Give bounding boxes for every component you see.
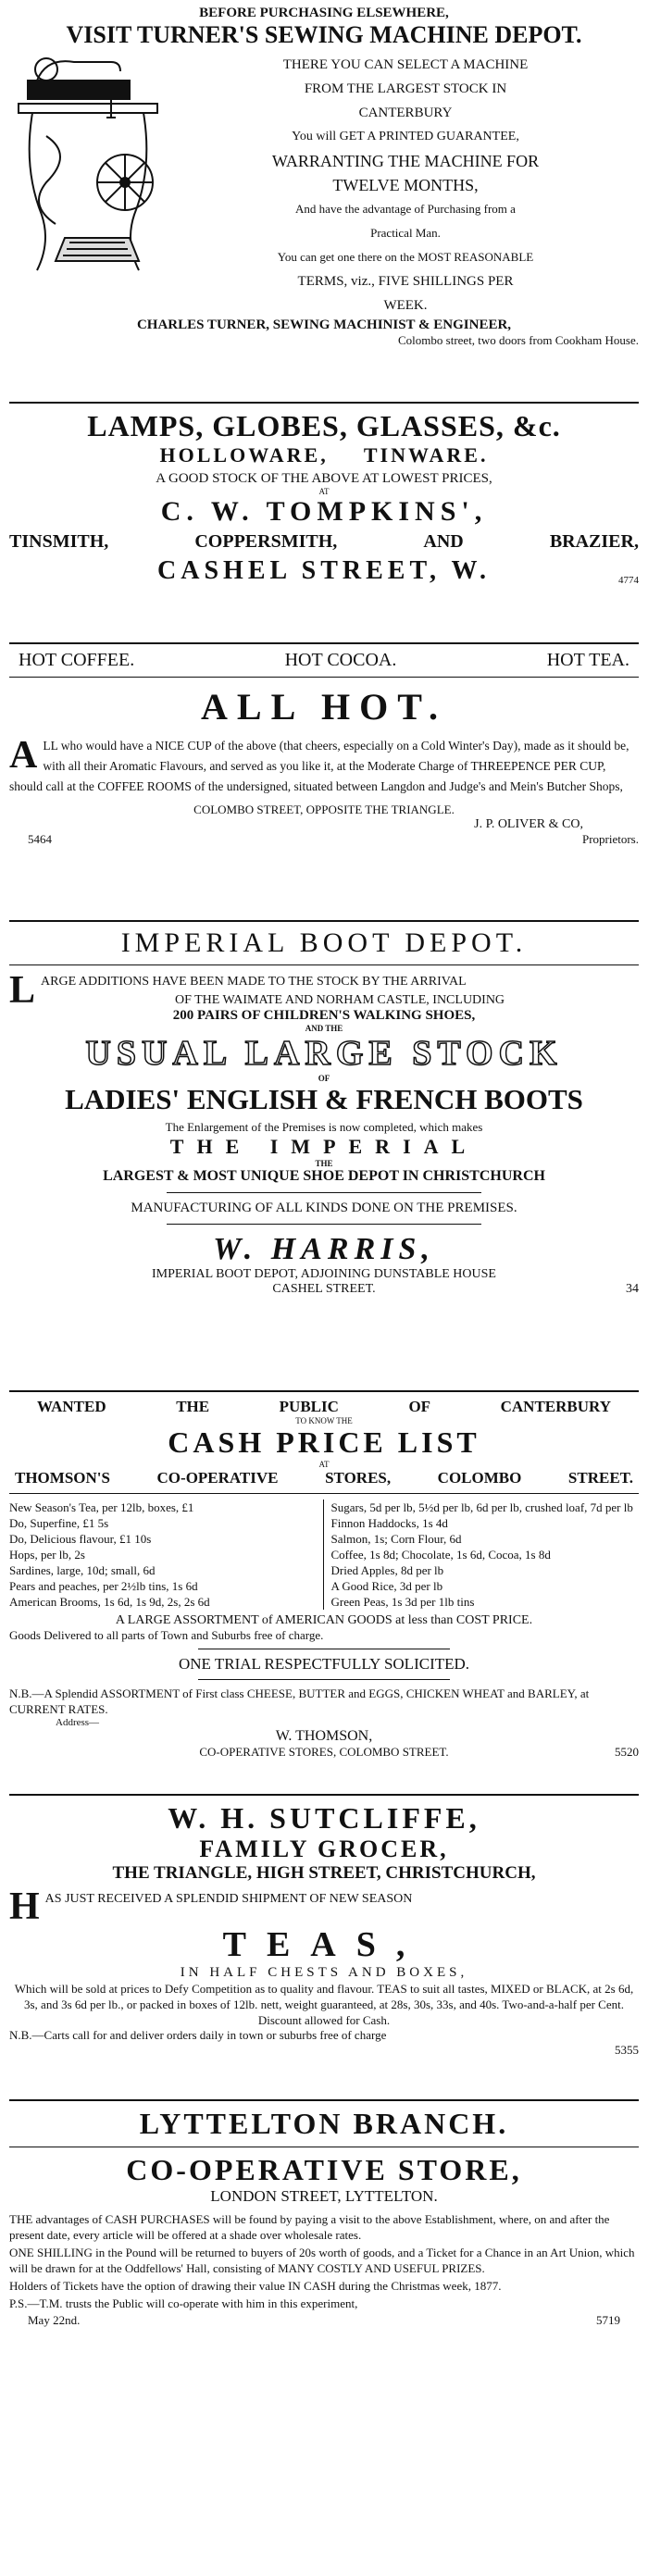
ad-lyttelton [9,2101,639,2573]
sutcliffe-teas: TEAS, [222,1925,426,1964]
allhot-signature: J. P. OLIVER & CO, [474,817,583,831]
thomson-name: W. THOMSON, [275,1728,373,1744]
thomson-ref: 5520 [615,1745,640,1759]
thomson-wanted [9,1398,639,1416]
imperial-the: THE [315,1159,333,1168]
sutcliffe-title: FAMILY GROCER, [199,1836,449,1862]
price-item: Dried Apples, 8d per lb [330,1563,444,1577]
tompkins-street: CASHEL STREET, W. [157,556,491,585]
price-item: Pears and peaches, per 2½lb tins, 1s 6d [9,1579,198,1593]
allhot-body [9,736,639,797]
tompkins-headline: LAMPS, GLOBES, GLASSES, &c. [87,409,561,442]
price-item: A Good Rice, 3d per lb [330,1579,443,1593]
turner-line: And have the advantage of Purchasing from a [295,202,516,216]
stores-word: COLOMBO [437,1469,522,1487]
stores-word: CO-OPERATIVE [156,1469,279,1487]
imperial-address2: CASHEL STREET. [272,1282,376,1296]
sutcliffe-line: AS JUST RECEIVED A SPLENDID SHIPMENT OF NEW SEASON [44,1892,413,1906]
allhot-ref: 5464 [28,832,52,846]
dropcap: A [9,734,38,777]
price-list-left [9,1500,324,1610]
trade-word: COPPERSMITH, [194,531,338,552]
price-list-right [331,1500,640,1610]
hot-items [9,650,639,671]
turner-address: Colombo street, two doors from Cookham House. [398,333,639,347]
turner-line: TWELVE MONTHS, [332,176,479,194]
allhot-paragraph: LL who would have a NICE CUP of the above (that cheers, especially on a Cold Winter's Day), made as it should be, with all their Aromatic Flavours, and served as you like it, at the Moderate Charge of THREEPENCE PER CUP, should call at the COFFEE ROOMS of the undersigned, situated between Langdon and Judge's and Mein's Butcher Shops, [9,739,629,793]
turner-headline: VISIT TURNER'S SEWING MACHINE DEPOT. [66,21,582,48]
stores-word: STORES, [325,1469,392,1487]
lyttelton-date: May 22nd. [28,2313,81,2327]
wanted-word: WANTED [37,1398,106,1415]
lyttelton-paragraph: THE advantages of CASH PURCHASES will be found by paying a visit to the above Establishment, where, on and after the present date, every article will be offered at a shade over wholesale rates. [9,2212,610,2242]
price-item: Sardines, large, 10d; small, 6d [9,1563,156,1577]
imperial-the-imperial: THE IMPERIAL [169,1135,479,1158]
lyttelton-branch: LYTTELTON BRANCH. [139,2107,509,2140]
imperial-line2: OF THE WAIMATE AND NORHAM CASTLE, INCLUDING [174,993,505,1007]
turner-body [172,53,639,317]
turner-line: FROM THE LARGEST STOCK IN [304,81,507,96]
imperial-boots: LADIES' ENGLISH & FRENCH BOOTS [65,1083,583,1115]
sewing-machine-illustration [9,53,167,317]
hot-item: HOT TEA. [546,650,629,670]
allhot-role: Proprietors. [581,832,639,846]
imperial-of: OF [318,1074,330,1083]
imperial-headline: IMPERIAL BOOT DEPOT. [120,927,528,958]
imperial-largest: LARGEST & MOST UNIQUE SHOE DEPOT IN CHRISTCHURCH [103,1168,545,1184]
thomson-assortment: A LARGE ASSORTMENT of AMERICAN GOODS at less than COST PRICE. [115,1613,533,1627]
trade-word: AND [423,531,464,552]
lyttelton-body [9,2211,639,2311]
thomson-stores [9,1469,639,1487]
stores-word: STREET. [567,1469,633,1487]
thomson-headline: CASH PRICE LIST [168,1425,480,1459]
wanted-word: OF [408,1398,431,1415]
dropcap: H [9,1885,40,1928]
price-item: New Season's Tea, per 12lb, boxes, £1 [9,1500,194,1514]
thomson-at: AT [318,1460,330,1469]
ad-turner-sewing [9,0,639,404]
wanted-word: PUBLIC [279,1398,339,1415]
thomson-trial: ONE TRIAL RESPECTFULLY SOLICITED. [178,1655,470,1673]
allhot-headline: ALL HOT. [201,686,447,728]
imperial-and-the: AND THE [305,1024,343,1033]
wanted-word: THE [176,1398,210,1415]
thomson-nb: N.B.—A Splendid ASSORTMENT of First class CHEESE, BUTTER and EGGS, CHICKEN WHEAT and BARLEY, at CURRENT RATES. [9,1686,590,1716]
turner-line: Practical Man. [370,226,441,240]
lyttelton-address: LONDON STREET, LYTTELTON. [210,2187,438,2205]
sutcliffe-intro [9,1885,639,1928]
tompkins-subhead: HOLLOWARE, TINWARE. [159,443,489,467]
lyttelton-paragraph: Holders of Tickets have the option of drawing their value IN CASH during the Christmas week, 1877. [9,2279,502,2293]
sutcliffe-nb: N.B.—Carts call for and deliver orders daily in town or suburbs free of charge [9,2028,387,2042]
trade-word: BRAZIER, [549,531,639,552]
imperial-enlarge: The Enlargement of the Premises is now completed, which makes [165,1120,483,1134]
price-item: Green Peas, 1s 3d per 1lb tins [330,1595,475,1609]
imperial-line3: 200 PAIRS OF CHILDREN'S WALKING SHOES, [172,1008,476,1023]
imperial-usual: USUAL LARGE STOCK [85,1034,563,1073]
stores-word: THOMSON'S [15,1469,110,1487]
ad-sutcliffe [9,1796,639,2101]
price-item: Hops, per lb, 2s [9,1548,85,1562]
lyttelton-paragraph: ONE SHILLING in the Pound will be returned to buyers of 20s worth of goods, and a Ticket for a Chance in an Art Union, which will be drawn for at the Oddfellows' Hall, consisting of MANY COSTLY AND USEFUL PRIZES. [9,2246,635,2275]
thomson-address-label: Address— [56,1717,100,1728]
wanted-word: CANTERBURY [500,1398,611,1415]
price-item: Coffee, 1s 8d; Chocolate, 1s 6d, Cocoa, 1s 8d [330,1548,551,1562]
tompkins-trades [9,531,639,553]
tompkins-name: C. W. TOMPKINS', [160,496,488,527]
turner-line: You can get one there on the MOST REASONABLE [277,250,534,264]
price-item: Salmon, 1s; Corn Flour, 6d [330,1532,462,1546]
imperial-line: ARGE ADDITIONS HAVE BEEN MADE TO THE STOCK BY THE ARRIVAL [41,975,467,989]
turner-line: TERMS, viz., FIVE SHILLINGS PER [297,274,514,289]
price-item: Do, Superfine, £1 5s [9,1516,109,1530]
turner-signature: CHARLES TURNER, SEWING MACHINIST & ENGINEER, [136,317,512,332]
trade-word: TINSMITH, [9,531,109,552]
sutcliffe-address: THE TRIANGLE, HIGH STREET, CHRISTCHURCH, [112,1863,536,1883]
ad-all-hot [9,644,639,922]
lyttelton-paragraph: P.S.—T.M. trusts the Public will co-operate with him in this experiment, [9,2296,358,2310]
sutcliffe-name: W. H. SUTCLIFFE, [168,1801,480,1835]
turner-line: You will GET A PRINTED GUARANTEE, [292,130,519,143]
ad-tompkins [9,404,639,644]
imperial-name: W. HARRIS, [213,1232,435,1266]
turner-line: WEEK. [383,298,428,313]
sutcliffe-chests: IN HALF CHESTS AND BOXES, [180,1965,468,1980]
tompkins-ref: 4774 [618,575,640,586]
price-item: Do, Delicious flavour, £1 10s [9,1532,152,1546]
dropcap: L [9,969,36,1012]
imperial-ref: 34 [626,1282,640,1296]
ad-imperial-boot [9,922,639,1392]
price-item: Sugars, 5d per lb, 5½d per lb, 6d per lb, crushed loaf, 7d per lb [330,1500,633,1514]
price-item: Finnon Haddocks, 1s 4d [330,1516,448,1530]
tompkins-at: AT [318,487,330,496]
lyttelton-ref: 5719 [596,2313,620,2327]
imperial-address1: IMPERIAL BOOT DEPOT, ADJOINING DUNSTABLE HOUSE [152,1267,496,1281]
ad-thomson [9,1392,639,1796]
tompkins-line1: A GOOD STOCK OF THE ABOVE AT LOWEST PRICES, [156,471,492,486]
lyttelton-store: CO-OPERATIVE STORE, [126,2153,522,2186]
price-list [9,1500,639,1610]
price-item: American Brooms, 1s 6d, 1s 9d, 2s, 2s 6d [9,1595,210,1609]
hot-item: HOT COFFEE. [19,650,135,670]
imperial-manufacturing: MANUFACTURING OF ALL KINDS DONE ON THE PREMISES. [131,1201,517,1215]
turner-line: CANTERBURY [358,106,453,120]
turner-line: THERE YOU CAN SELECT A MACHINE [282,57,529,72]
thomson-stores-addr: CO-OPERATIVE STORES, COLOMBO STREET. [199,1745,449,1759]
allhot-location: COLOMBO STREET, OPPOSITE THE TRIANGLE. [193,803,455,816]
turner-line: WARRANTING THE MACHINE FOR [271,152,540,170]
sutcliffe-body: Which will be sold at prices to Defy Competition as to quality and flavour. TEAS to suit all tastes, MIXED or BLACK, at 2s 6d, 3s, and 3s 6d per lb., or packed in boxes of 12lb. nett, weight guaranteed, at 28s, 30s, 33s, and 40s. Two-and-a-half per Cent. Discount allowed for Cash. [14,1982,634,2027]
sutcliffe-ref: 5355 [615,2043,639,2057]
thomson-to-know: TO KNOW THE [295,1416,353,1425]
hot-item: HOT COCOA. [284,650,397,670]
thomson-delivered: Goods Delivered to all parts of Town and Suburbs free of charge. [9,1628,324,1642]
turner-intro: BEFORE PURCHASING ELSEWHERE, [199,6,449,20]
